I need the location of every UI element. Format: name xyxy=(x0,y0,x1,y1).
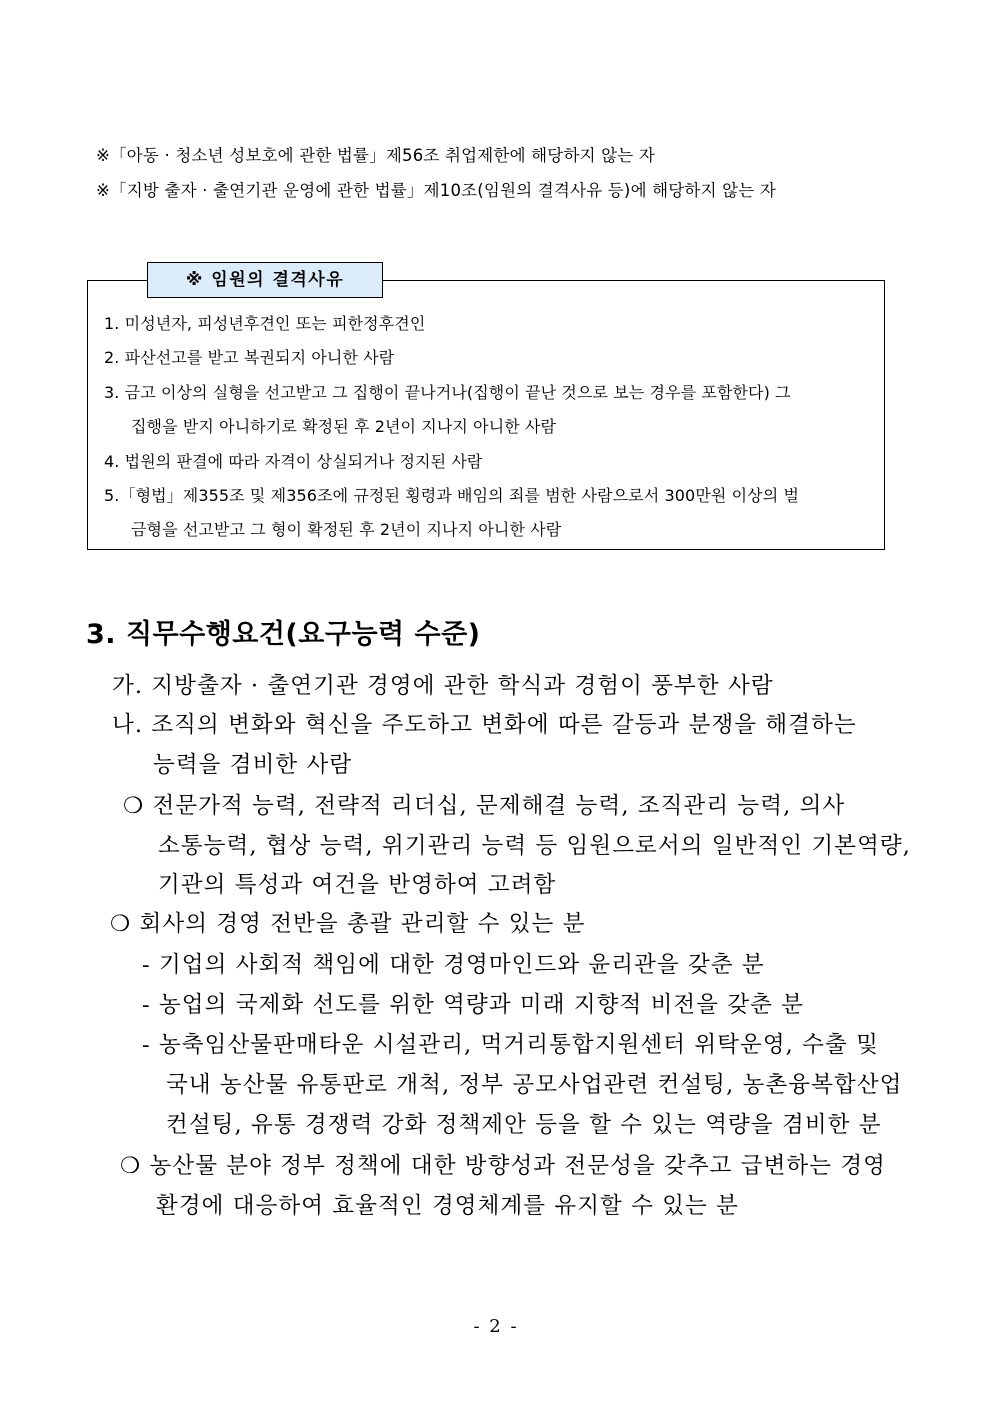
disqualification-item-5-cont: 금형을 선고받고 그 형이 확정된 후 2년이 지나지 아니한 사람 xyxy=(131,520,562,539)
requirement-na: 나. 조직의 변화와 혁신을 주도하고 변화에 따른 갈등과 분쟁을 해결하는 xyxy=(112,712,857,738)
management-bullet: ❍ 회사의 경영 전반을 총괄 관리할 수 있는 분 xyxy=(110,911,586,937)
disqualification-item-5: 5.「형법」제355조 및 제356조에 규정된 횡령과 배임의 죄를 범한 사람으로서 300만원 이상의 벌 xyxy=(104,486,800,505)
disqualification-box-title: ※ 임원의 결격사유 xyxy=(147,262,383,298)
note-local-agency-law: ※「지방 출자 · 출연기관 운영에 관한 법률」제10조(임원의 결격사유 등)에 해당하지 않는 자 xyxy=(96,181,777,200)
management-dash-3-cont-2: 컨설팅, 유통 경쟁력 강화 정책제안 등을 할 수 있는 역량을 겸비한 분 xyxy=(166,1112,882,1138)
disqualification-item-4: 4. 법원의 판결에 따라 자격이 상실되거나 정지된 사람 xyxy=(104,452,483,471)
competency-bullet: ❍ 전문가적 능력, 전략적 리더십, 문제해결 능력, 조직관리 능력, 의사 xyxy=(123,793,846,819)
requirement-ga: 가. 지방출자 · 출연기관 경영에 관한 학식과 경험이 풍부한 사람 xyxy=(112,673,774,699)
management-dash-3: - 농축임산물판매타운 시설관리, 먹거리통합지원센터 위탁운영, 수출 및 xyxy=(142,1032,879,1058)
page-number: - 2 - xyxy=(473,1316,519,1337)
competency-bullet-cont-2: 기관의 특성과 여건을 반영하여 고려함 xyxy=(158,872,557,898)
management-dash-2: - 농업의 국제화 선도를 위한 역량과 미래 지향적 비전을 갖춘 분 xyxy=(142,992,805,1018)
section-heading: 3. 직무수행요건(요구능력 수준) xyxy=(86,619,481,650)
competency-bullet-cont-1: 소통능력, 협상 능력, 위기관리 능력 등 임원으로서의 일반적인 기본역량, xyxy=(158,833,911,859)
management-dash-1: - 기업의 사회적 책임에 대한 경영마인드와 윤리관을 갖춘 분 xyxy=(142,952,765,978)
management-dash-3-cont-1: 국내 농산물 유통판로 개척, 정부 공모사업관련 컨설팅, 농촌융복합산업 xyxy=(166,1072,903,1098)
disqualification-item-2: 2. 파산선고를 받고 복권되지 아니한 사람 xyxy=(104,348,395,367)
policy-bullet-cont: 환경에 대응하여 효율적인 경영체계를 유지할 수 있는 분 xyxy=(156,1193,739,1219)
note-child-protection-law: ※「아동 · 청소년 성보호에 관한 법률」제56조 취업제한에 해당하지 않는 자 xyxy=(96,146,656,165)
disqualification-item-1: 1. 미성년자, 피성년후견인 또는 피한정후견인 xyxy=(104,314,426,333)
disqualification-item-3: 3. 금고 이상의 실형을 선고받고 그 집행이 끝나거나(집행이 끝난 것으로 보는 경우를 포함한다) 그 xyxy=(104,383,791,402)
requirement-na-cont: 능력을 겸비한 사람 xyxy=(153,752,353,778)
disqualification-item-3-cont: 집행을 받지 아니하기로 확정된 후 2년이 지나지 아니한 사람 xyxy=(131,417,557,436)
policy-bullet: ❍ 농산물 분야 정부 정책에 대한 방향성과 전문성을 갖추고 급변하는 경영 xyxy=(120,1153,887,1179)
